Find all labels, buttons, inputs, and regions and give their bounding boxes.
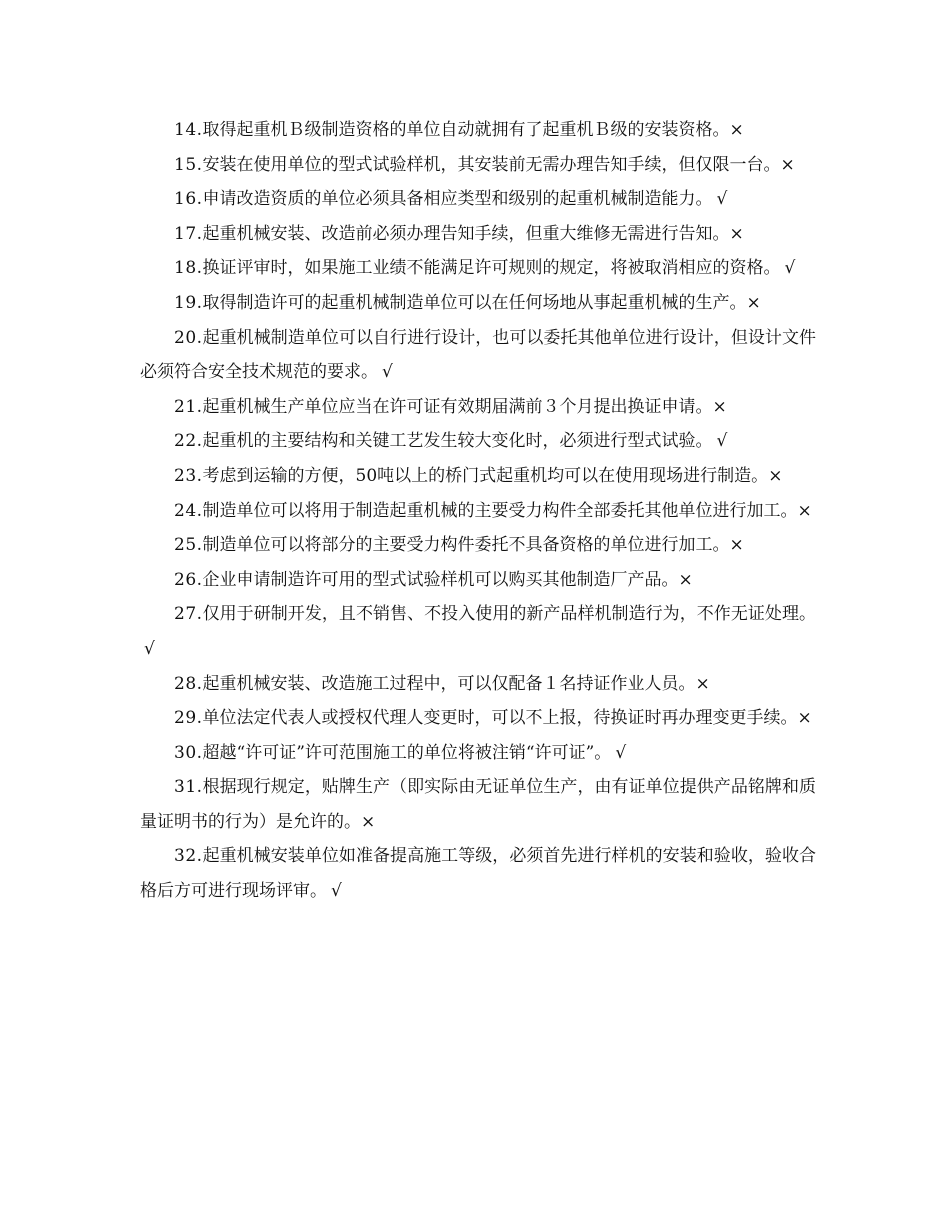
question-number: 15. bbox=[174, 154, 203, 175]
question-number: 19. bbox=[174, 292, 203, 313]
answer-mark: × bbox=[361, 811, 376, 832]
answer-mark: × bbox=[797, 500, 812, 521]
question-number: 32. bbox=[174, 846, 203, 867]
question-number: 23. bbox=[174, 465, 203, 486]
question-text: 起重机械生产单位应当在许可证有效期届满前３个月提出换证申请。 bbox=[202, 396, 713, 417]
question-number: 22. bbox=[174, 431, 203, 452]
question-text: 制造单位可以将部分的主要受力构件委托不具备资格的单位进行加工。 bbox=[202, 535, 730, 556]
question-14 bbox=[140, 113, 816, 148]
answer-mark: √ bbox=[615, 742, 627, 763]
answer-mark: √ bbox=[331, 881, 342, 902]
answer-mark: × bbox=[729, 223, 744, 244]
answer-mark: √ bbox=[716, 189, 728, 210]
answer-mark: √ bbox=[144, 638, 155, 659]
question-number: 17. bbox=[174, 223, 203, 244]
question-text: 申请改造资质的单位必须具备相应类型和级别的起重机械制造能力。 bbox=[202, 189, 713, 210]
question-number: 31. bbox=[174, 777, 203, 798]
answer-mark: × bbox=[768, 465, 783, 486]
answer-mark: × bbox=[797, 708, 812, 729]
question-text: 根据现行规定，贴牌生产（即实际由无证单位生产，由有证单位提供产品铭牌和质量证明书的行为）是允许的。 bbox=[140, 777, 816, 832]
question-text: 起重机械制造单位可以自行进行设计，也可以委托其他单位进行设计，但设计文件必须符合安全技术规范的要求。 bbox=[140, 327, 816, 383]
answer-mark: √ bbox=[382, 362, 393, 383]
question-30 bbox=[140, 736, 816, 771]
answer-mark: √ bbox=[716, 431, 728, 452]
answer-mark: × bbox=[780, 154, 795, 175]
question-28 bbox=[140, 667, 816, 702]
question-text: 单位法定代表人或授权代理人变更时，可以不上报，待换证时再办理变更手续。 bbox=[202, 708, 798, 729]
question-27 bbox=[140, 597, 816, 666]
question-31 bbox=[140, 770, 816, 839]
question-text: 考虑到运输的方便，50吨以上的桥门式起重机均可以在使用现场进行制造。 bbox=[202, 465, 769, 486]
question-text: 取得起重机Ｂ级制造资格的单位自动就拥有了起重机Ｂ级的安装资格。 bbox=[202, 120, 730, 140]
question-text: 安装在使用单位的型式试验样机，其安装前无需办理告知手续，但仅限一台。 bbox=[202, 154, 781, 175]
question-17 bbox=[140, 217, 816, 252]
question-number: 21. bbox=[174, 396, 203, 417]
question-text: 起重机械安装、改造前必须办理告知手续，但重大维修无需进行告知。 bbox=[202, 223, 730, 244]
question-16 bbox=[140, 182, 816, 217]
question-number: 14. bbox=[174, 120, 203, 140]
question-18 bbox=[140, 251, 816, 286]
question-number: 18. bbox=[174, 258, 203, 279]
question-26 bbox=[140, 563, 816, 598]
question-number: 28. bbox=[174, 673, 203, 694]
question-text: 起重机械安装、改造施工过程中，可以仅配备１名持证作业人员。 bbox=[202, 673, 696, 694]
question-list bbox=[140, 113, 816, 909]
question-text: 起重机械安装单位如准备提高施工等级，必须首先进行样机的安装和验收，验收合格后方可进行现场评审。 bbox=[140, 846, 816, 902]
answer-mark: × bbox=[746, 292, 761, 313]
question-21 bbox=[140, 390, 816, 425]
question-15 bbox=[140, 148, 816, 183]
question-19 bbox=[140, 286, 816, 321]
question-text: 制造单位可以将用于制造起重机械的主要受力构件全部委托其他单位进行加工。 bbox=[202, 500, 798, 521]
question-number: 25. bbox=[174, 535, 203, 556]
question-20 bbox=[140, 321, 816, 390]
question-22 bbox=[140, 424, 816, 459]
question-text: 超越“许可证”许可范围施工的单位将被注销“许可证”。 bbox=[202, 742, 612, 763]
question-number: 24. bbox=[174, 500, 203, 521]
question-number: 16. bbox=[174, 189, 203, 210]
question-24 bbox=[140, 494, 816, 529]
question-text: 取得制造许可的起重机械制造单位可以在任何场地从事起重机械的生产。 bbox=[202, 292, 747, 313]
answer-mark: × bbox=[712, 396, 727, 417]
question-29 bbox=[140, 701, 816, 736]
question-number: 20. bbox=[174, 327, 203, 348]
question-text: 换证评审时，如果施工业绩不能满足许可规则的规定，将被取消相应的资格。 bbox=[202, 258, 781, 279]
question-number: 29. bbox=[174, 708, 203, 729]
answer-mark: × bbox=[729, 120, 744, 140]
answer-mark: √ bbox=[784, 258, 796, 279]
question-23 bbox=[140, 459, 816, 494]
question-text: 企业申请制造许可用的型式试验样机可以购买其他制造厂产品。 bbox=[202, 569, 679, 590]
question-number: 30. bbox=[174, 742, 203, 763]
answer-mark: × bbox=[678, 569, 693, 590]
answer-mark: × bbox=[695, 673, 710, 694]
question-25 bbox=[140, 528, 816, 563]
question-number: 27. bbox=[174, 604, 203, 625]
question-number: 26. bbox=[174, 569, 203, 590]
answer-mark: × bbox=[729, 535, 744, 556]
question-text: 起重机的主要结构和关键工艺发生较大变化时，必须进行型式试验。 bbox=[202, 431, 713, 452]
question-text: 仅用于研制开发，且不销售、不投入使用的新产品样机制造行为，不作无证处理。 bbox=[202, 604, 816, 625]
question-32 bbox=[140, 839, 816, 908]
